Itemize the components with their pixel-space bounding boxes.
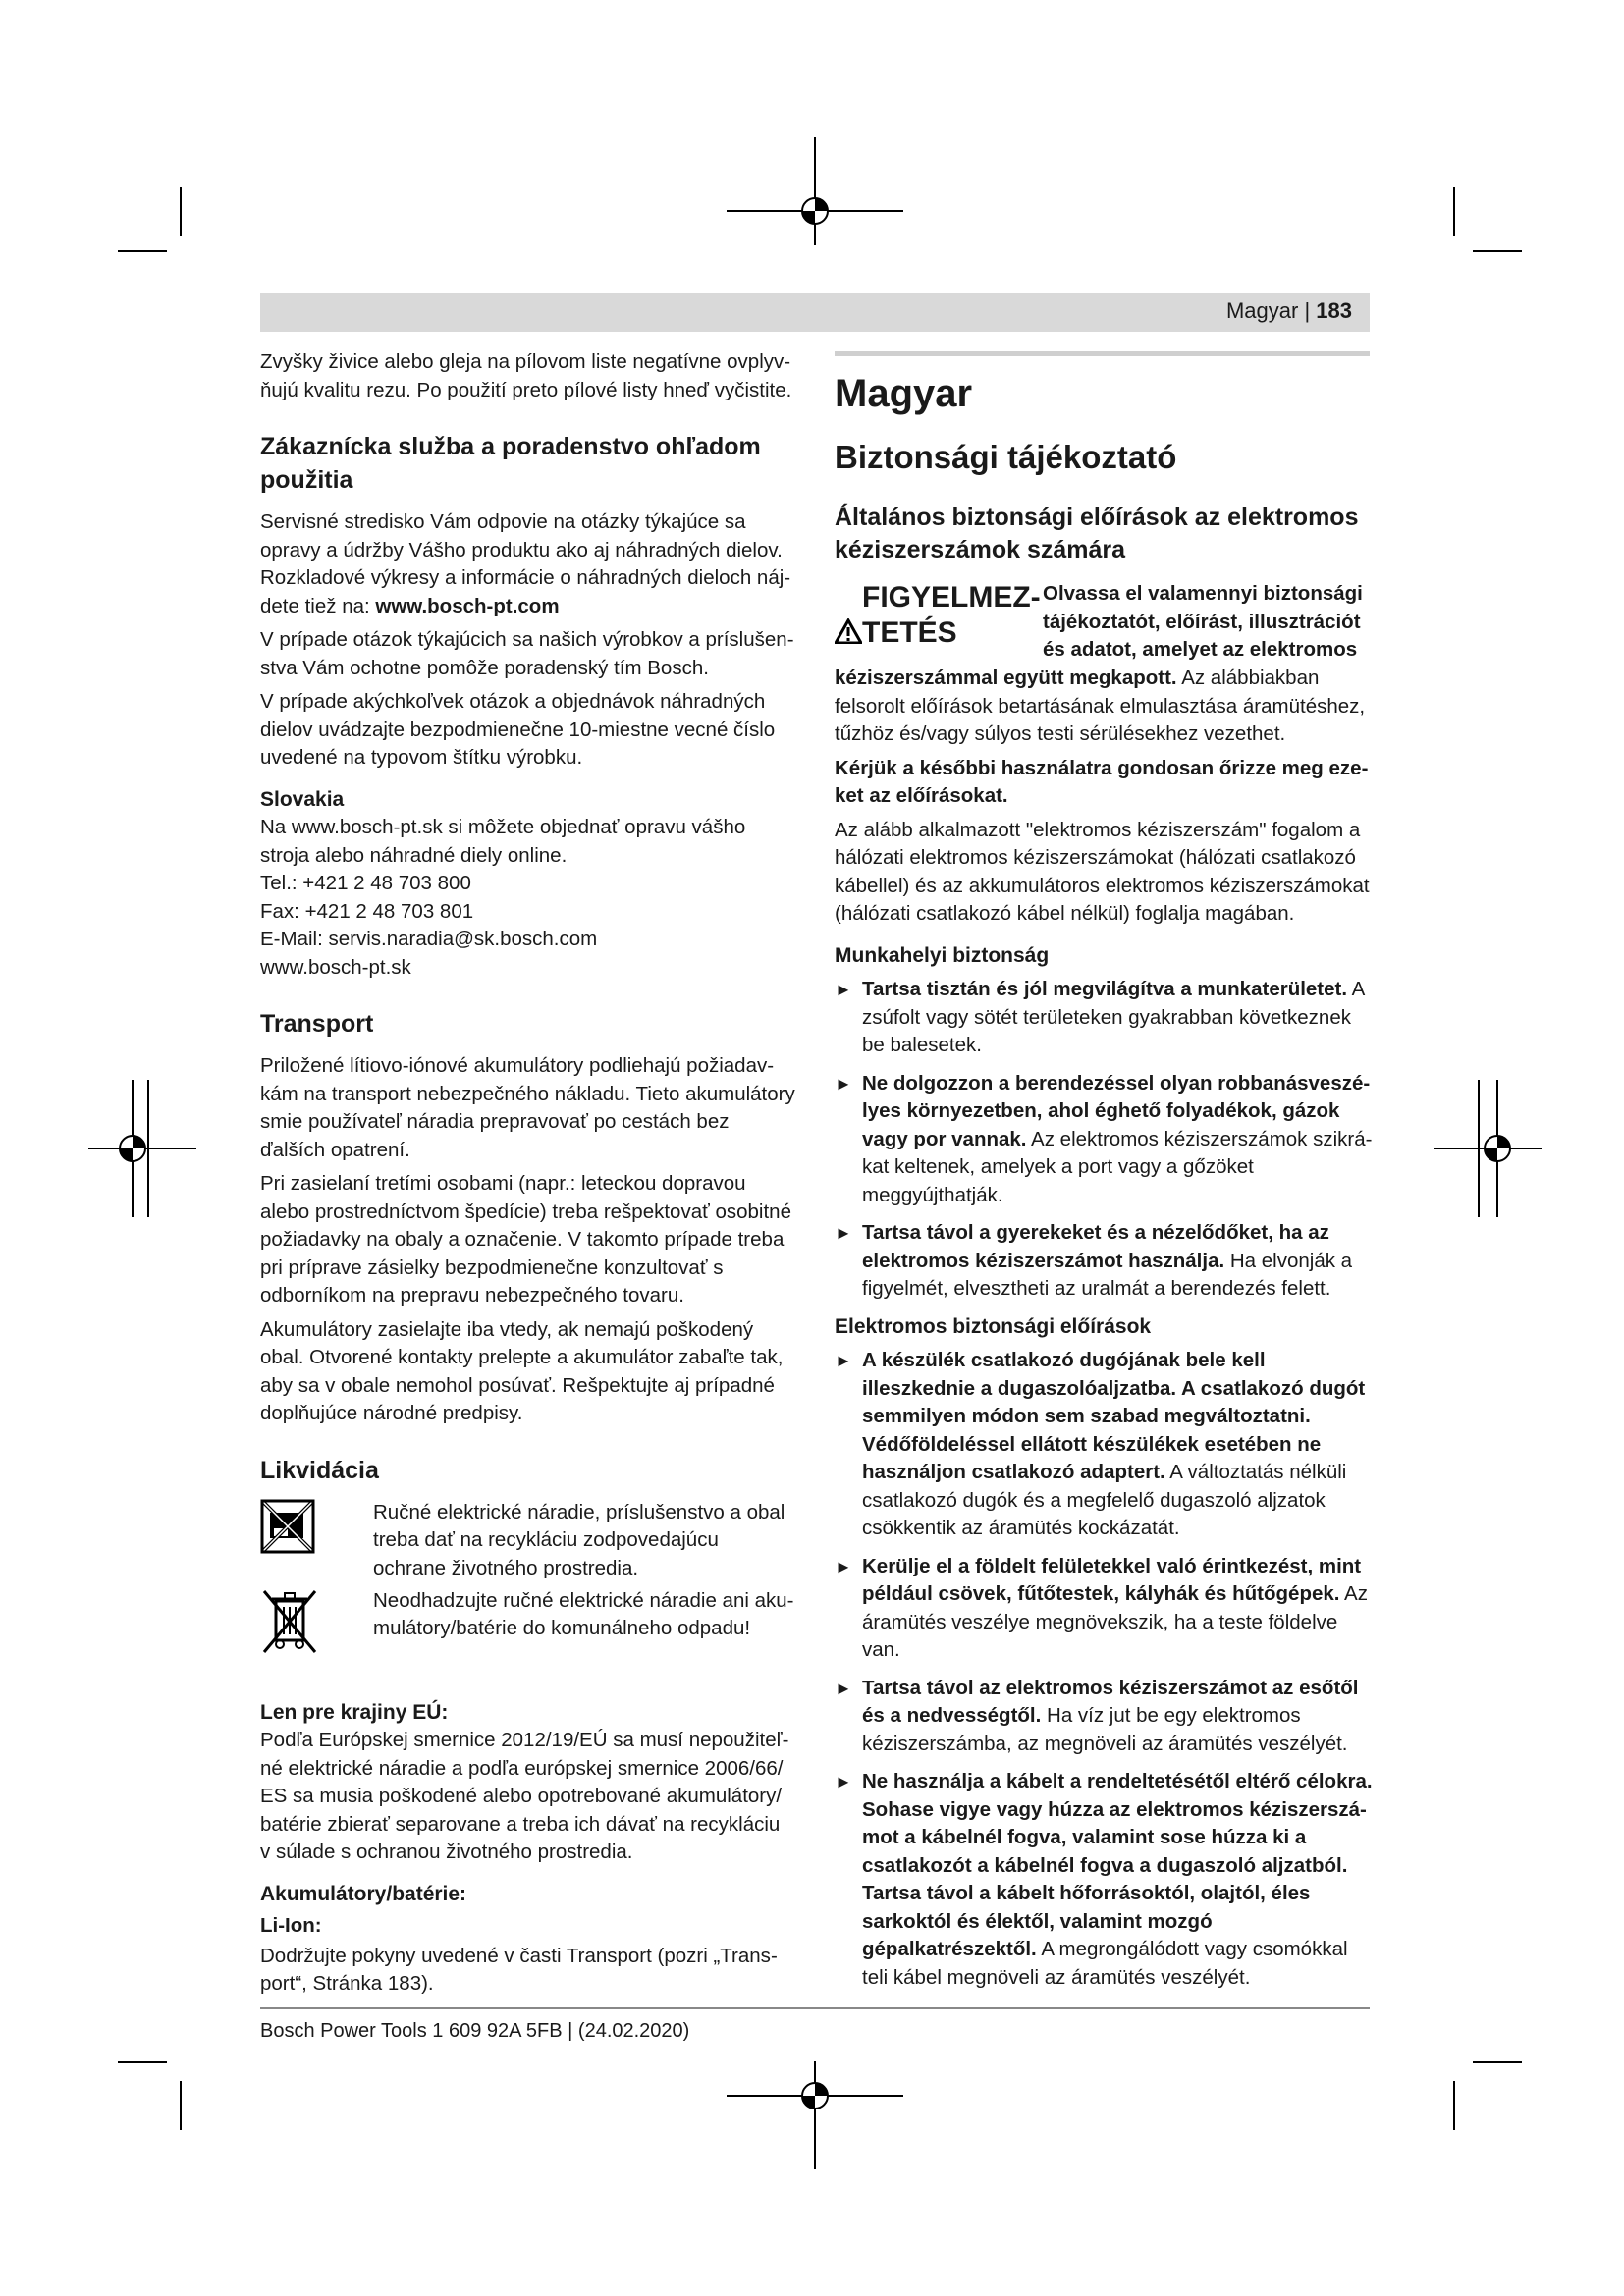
transport-paragraph-3: Akumulátory zasielajte iba vtedy, ak nemajú poškodený obal. Otvorené kontakty prelepte a akumulátor zabaľte tak, aby sa v obale nemohol posúvať. Rešpektujte aj prípadné doplňujúce národné predpisy. [260,1317,784,1424]
registration-mark-icon [1434,1080,1542,1217]
battery-heading: Akumulátory/batérie: [260,1882,467,1905]
service-paragraph [260,508,795,620]
bullet-bold: Kerülje el a földelt felületekkel való érintkezést, mint például csövek, fűtőtestek, kályhák és hűtőgépek. [862,1554,1362,1605]
warning-bold: kéziszerszámmal együtt megkapott. [835,667,1177,689]
country-tel: Tel.: +421 2 48 703 800 [260,872,471,894]
crop-mark [1473,250,1522,252]
eu-heading: Len pre krajiny EÚ: [260,1700,449,1724]
country-heading: Slovakia [260,787,345,811]
crop-mark [1473,2061,1522,2063]
transport-paragraph-2: Pri zasielaní tretími osobami (napr.: leteckou dopravou alebo prostredníctvom špedície) treba rešpektovať osobitné požiadavky na obaly a označenie. V takomto prípade treba pri príprave zásielky bezpodmienečne konzultovať s odborníkom na prepravu nebezpečného tovaru. [260,1172,791,1307]
bullet-text: A változtatás nélküli csatlakozó dugók és a megfelelő dugaszoló aljzatok csökkentik az áramütés kockázatát. [862,1461,1347,1539]
work-heading: Munkahelyi biztonság [835,943,1050,967]
page-title: Magyar [835,372,973,415]
warning-block [835,580,1373,661]
bullet-text: Ha víz jut be egy elektromos kéziszerszámba, az megnöveli az áramütés veszélyét. [862,1704,1348,1755]
registration-mark-icon [727,137,903,245]
crop-mark [118,250,167,252]
list-item [835,976,1373,1060]
service-text: Servisné stredisko Vám odpovie na otázky týkajúce sa opravy a údržby Vášho produktu ako aj náhradných dielov. Rozkladové výkresy a informácie o náhradných dieloch nájdete tiež na: [260,510,791,617]
bullet-arrow-icon: ► [835,1556,852,1576]
bullet-arrow-icon: ► [835,1351,852,1370]
crop-mark [1453,2081,1455,2130]
bullet-bold: Ne használja a kábelt a rendeltetésétől eltérő célokra. Sohase vigye vagy húzza az elektromos kéziszerszámot a kábelnél fogva, valamint sose húzza ki a csatlakozót a kábelnél fogva a dugaszoló aljzatból. Tartsa távol a kábelt hőforrásoktól, olajtól, éles sarkoktól és élektől, valamint mozgó gépalkatrészektől. [862,1770,1373,1960]
crossed-bin-icon [260,1587,319,1656]
warning-label-text: FIGYELMEZTETÉS [862,581,1041,649]
elec-heading: Elektromos biztonsági előírások [835,1314,1152,1338]
service-link[interactable]: www.bosch-pt.com [375,594,560,617]
service-heading: Zákaznícka služba a poradenstvo ohľadom použitia [260,433,761,494]
service-paragraph-2: V prípade otázok týkajúcich sa našich výrobkov a príslušenstva Vám ochotne pomôže poradenský tím Bosch. [260,628,794,679]
crop-mark [118,2061,167,2063]
crop-mark [1453,187,1455,236]
bullet-text: Az áramütés veszélye megnövekszik, ha a teste földelve van. [862,1582,1368,1661]
page-footer: Bosch Power Tools 1 609 92A 5FB | (24.02.2020) [260,2020,690,2042]
page-header [260,293,1370,332]
header-separator: | [1298,298,1317,323]
transport-paragraph-1: Priložené lítiovo-iónové akumulátory podliehajú požiadavkám na transport nebezpečného nákladu. Tieto akumulátory smie používateľ náradia prepravovať po cestách bez ďalších opatrení. [260,1054,795,1161]
bullet-text: Ha elvonják a figyelmét, elvesztheti az uralmát a berendezés felett. [862,1249,1353,1300]
right-column [835,348,1373,2002]
bullet-bold: A készülék csatlakozó dugójának bele kell illeszkednie a dugaszolóaljzatba. A csatlakozó dugót semmilyen módon sem szabad megváltoztatni. Védőföldeléssel ellátott készülékek esetében ne használjon csatlakozó adaptert. [862,1349,1366,1483]
bullet-text: A megrongálódott vagy csomókkal teli kábel megnöveli az áramütés veszélyét. [862,1938,1348,1989]
bullet-arrow-icon: ► [835,1073,852,1094]
country-web: www.bosch-pt.sk [260,955,411,979]
bullet-arrow-icon: ► [835,1678,852,1698]
registration-mark-icon [727,2061,903,2169]
disposal-row-2 [260,1587,795,1685]
disposal-text-1: Ručné elektrické náradie, príslušenstvo a obal treba dať na recykláciu zodpovedajúcu ochrane životného prostredia. [373,1500,785,1579]
header-section: Magyar [1225,298,1299,323]
crop-mark [180,187,182,236]
disposal-heading: Likvidácia [260,1456,379,1484]
left-column [260,348,795,2004]
list-item [835,1219,1373,1304]
definition-paragraph: Az alább alkalmazott "elektromos kéziszerszám" fogalom a hálózati elektromos kéziszerszámokat (hálózati csatlakozó kábellel) és az akkumulátoros elektromos kéziszerszámokat (hálózati csatlakozó kábel nélkül) foglalja magában. [835,818,1370,925]
transport-heading: Transport [260,1010,374,1038]
warning-intro: Olvassa el valamennyi biztonsági tájékoztatót, előírást, illusztrációt és adatot, amelyet az elektromos [1043,582,1363,661]
section-title: Biztonsági tájékoztató [835,439,1177,475]
list-item [835,1347,1373,1543]
country-fax: Fax: +421 2 48 703 801 [260,899,474,923]
warning-label [835,580,1039,651]
bullet-bold: Tartsa távol a gyerekeket és a nézelődőket, ha az elektromos kéziszerszámot használja. [862,1221,1329,1272]
country-line-1: Na www.bosch-pt.sk si môžete objednať opravu vášho stroja alebo náhradné diely online. [260,816,746,867]
header-label [1226,298,1352,324]
service-paragraph-3: V prípade akýchkoľvek otázok a objednávok náhradných dielov uvádzajte bezpodmienečne 10-miestne vecné číslo uvedené na typovom štítku výrobku. [260,690,776,769]
footer-rule [260,2007,1370,2009]
liion-paragraph: Dodržujte pokyny uvedené v časti Transport (pozri „Transport“, Stránka 183). [260,1944,778,1995]
disposal-row-1 [260,1499,795,1587]
bullet-arrow-icon: ► [835,980,852,999]
bullet-arrow-icon: ► [835,1223,852,1243]
list-item [835,1070,1373,1210]
bullet-text: Az elektromos kéziszerszámok szikrákat keltenek, amelyek a port vagy a gőzöket meggyújthatják. [862,1127,1373,1206]
bullet-arrow-icon: ► [835,1772,852,1791]
bullet-bold: Ne dolgozzon a berendezéssel olyan robbanásveszélyes környezetben, ahol éghető folyadékok, gázok vagy por vannak. [862,1071,1371,1150]
bullet-bold: Tartsa tisztán és jól megvilágítva a munkaterületet. [862,978,1348,1000]
list-item [835,1768,1373,1992]
list-item [835,1553,1373,1665]
bullet-bold: Tartsa távol az elektromos kéziszerszámot az esőtől és a nedvességtől. [862,1676,1359,1727]
intro-paragraph: Zvyšky živice alebo gleja na pílovom liste negatívne ovplyvňujú kvalitu rezu. Po použití preto pílové listy hneď vyčistite. [260,350,792,401]
warning-rest: Az alábbiakban felsorolt előírások betartásának elmulasztása áramütéshez, tűzhöz és/vagy súlyos testi sérülésekhez vezethet. [835,667,1366,745]
eu-paragraph: Podľa Európskej smernice 2012/19/EÚ sa musí nepoužiteľné elektrické náradie a podľa európskej smernice 2006/66/ ES sa musia poškodené alebo opotrebované akumulátory/ batérie zbierať separovane a treba ich dávať na recykláciu v súlade s ochranou životného prostredia. [260,1729,789,1863]
disposal-text-2: Neodhadzujte ručné elektrické náradie ani akumulátory/batérie do komunálneho odpadu! [373,1588,794,1639]
liion-heading: Li-Ion: [260,1914,322,1937]
keep-heading: Kérjük a későbbi használatra gondosan őrizze meg ezeket az előírásokat. [835,756,1369,807]
no-packaging-icon [260,1499,315,1554]
registration-mark-icon [88,1080,196,1217]
warning-triangle-icon [835,618,862,644]
bullet-text: A zsúfolt vagy sötét területeken gyakrabban következnek be balesetek. [862,978,1365,1056]
crop-mark [180,2081,182,2130]
general-heading: Általános biztonsági előírások az elektromos kéziszerszámok számára [835,504,1359,563]
warning-paragraph [835,665,1373,749]
country-email: E-Mail: servis.naradia@sk.bosch.com [260,928,598,950]
page-number: 183 [1316,298,1352,323]
list-item [835,1675,1373,1759]
